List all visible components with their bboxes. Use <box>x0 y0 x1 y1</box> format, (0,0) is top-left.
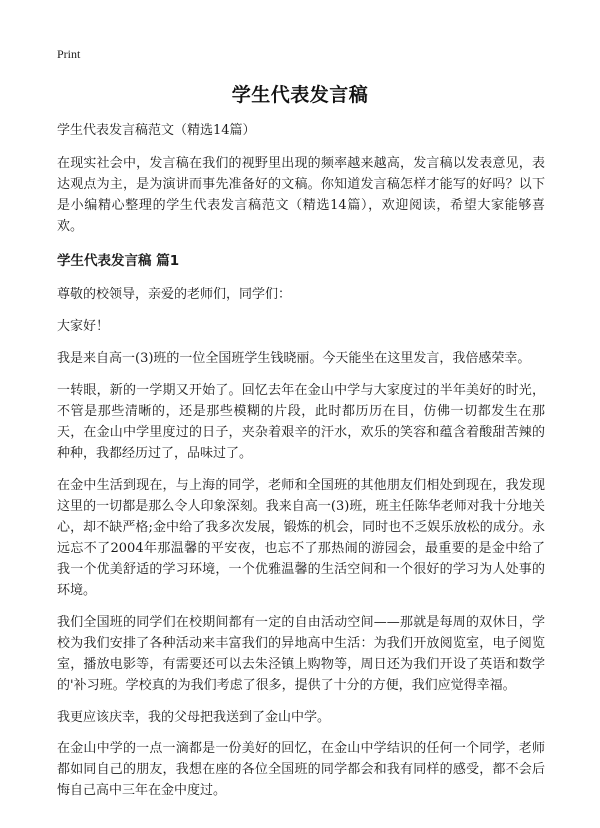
document-body <box>57 120 545 812</box>
body-paragraph: 一转眼，新的一学期又开始了。回忆去年在金山中学与大家度过的半年美好的时光，不管是那些清晰的，还是那些模糊的片段，此时都历历在目，仿佛一切都发生在那天，在金山中学里度过的日子，夹杂着艰辛的汗水，欢乐的笑容和蕴含着酸甜苦辣的种种，我都经历过了，品味过了。 <box>57 383 545 461</box>
body-paragraph: 我更应该庆幸，我的父母把我送到了金山中学。 <box>57 710 331 725</box>
body-paragraph: 我们全国班的同学们在校期间都有一定的自由活动空间——那就是每周的双休日，学校为我们安排了各种活动来丰富我们的异地高中生活：为我们开放阅览室，电子阅览室，播放电影等，有需要还可以去朱泾镇上购物等，周日还为我们开设了英语和数学的'补习班。学校真的为我们考虑了很多，提供了十分的方便，我们应觉得幸福。 <box>57 615 545 693</box>
document-subtitle: 学生代表发言稿范文（精选14篇） <box>57 123 256 138</box>
intro-paragraph: 在现实社会中，发言稿在我们的视野里出现的频率越来越高，发言稿以发表意见，表达观点为主，是为演讲而事先准备好的文稿。你知道发言稿怎样才能写的好吗？以下是小编精心整理的学生代表发言稿范文（精选14篇），欢迎阅读，希望大家能够喜欢。 <box>57 156 545 234</box>
body-paragraph: 在金山中学的一点一滴都是一份美好的回忆，在金山中学结识的任何一个同学，老师都如同自己的朋友，我想在座的各位全国班的同学都会和我有同样的感受，都不会后悔自己高中三年在金中度过。 <box>57 741 545 798</box>
section-heading: 学生代表发言稿 篇1 <box>57 253 180 269</box>
greeting-paragraph: 大家好！ <box>57 319 110 334</box>
salutation-paragraph: 尊敬的校领导，亲爱的老师们，同学们： <box>57 287 292 302</box>
print-link[interactable]: Print <box>57 47 81 61</box>
introduction-paragraph: 我是来自高一(3)班的一位全国班学生钱晓丽。今天能坐在这里发言，我倍感荣幸。 <box>57 351 531 366</box>
body-paragraph: 在金中生活到现在，与上海的同学，老师和全国班的其他朋友们相处到现在，我发现这里的一切都是那么令人印象深刻。我来自高一(3)班，班主任陈华老师对我十分地关心，却不缺严格;金中给了我多次发展，锻炼的机会，同时也不乏娱乐放松的成分。永远忘不了2004年那温馨的平安夜，也忘不了那热闹的游园会，最重要的是金中给了我一个优美舒适的学习环境，一个优雅温馨的生活空间和一个很好的学习为人处事的环境。 <box>57 478 545 598</box>
page-title: 学生代表发言稿 <box>231 84 369 106</box>
